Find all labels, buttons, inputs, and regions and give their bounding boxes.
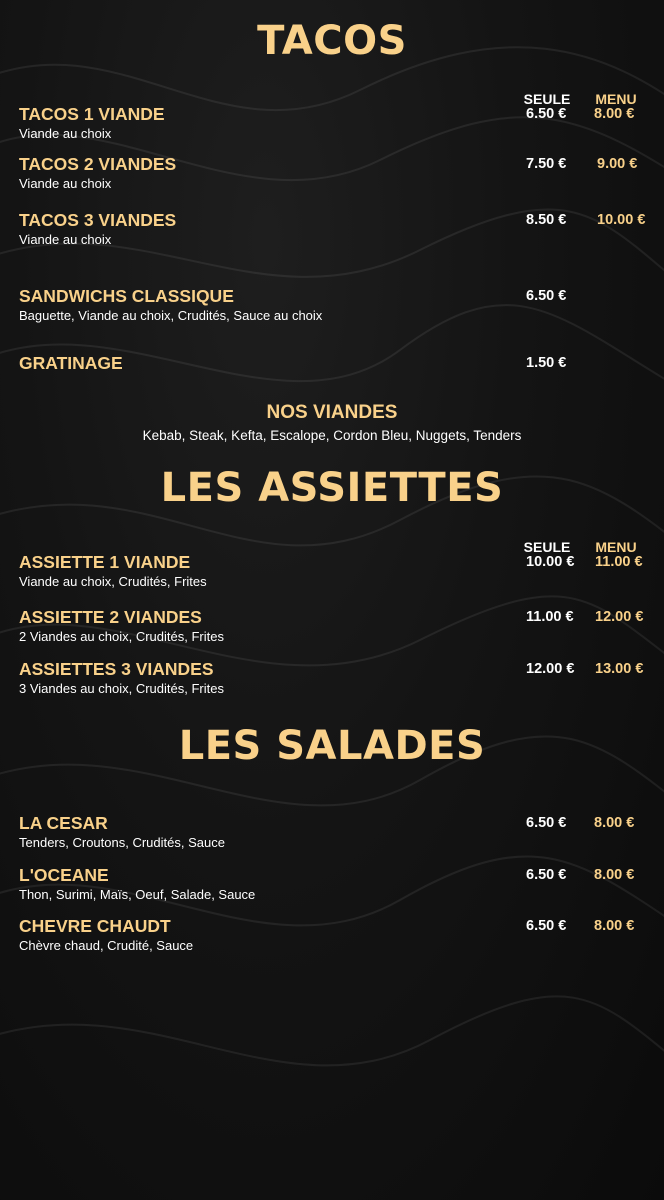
salades-item-name: LA CESAR <box>19 813 108 833</box>
assiettes-col-seule: SEULE <box>523 539 571 555</box>
assiettes-item-desc: 3 Viandes au choix, Crudités, Frites <box>19 681 224 696</box>
assiettes-item-desc: 2 Viandes au choix, Crudités, Frites <box>19 629 224 644</box>
tacos-item-name: SANDWICHS CLASSIQUE <box>19 286 234 306</box>
tacos-price-menu: 8.00 € <box>594 106 635 122</box>
salades-price-seule: 6.50 € <box>526 867 567 883</box>
salades-price-menu: 8.00 € <box>594 815 635 831</box>
tacos-price-menu: 10.00 € <box>597 212 646 228</box>
salades-price-seule: 6.50 € <box>526 815 567 831</box>
assiettes-item-name: ASSIETTES 3 VIANDES <box>19 659 214 679</box>
tacos-heading: TACOS <box>257 18 407 64</box>
assiettes-item-name: ASSIETTE 1 VIANDE <box>19 552 191 572</box>
viandes-list: Kebab, Steak, Kefta, Escalope, Cordon Bleu, Nuggets, Tenders <box>142 428 522 443</box>
salades-item-desc: Tenders, Croutons, Crudités, Sauce <box>19 835 225 850</box>
tacos-item-desc: Viande au choix <box>19 232 112 247</box>
tacos-price-seule: 6.50 € <box>526 288 567 304</box>
assiettes-price-menu: 11.00 € <box>595 554 643 570</box>
assiettes-price-seule: 10.00 € <box>526 554 575 570</box>
tacos-col-menu: MENU <box>595 91 637 107</box>
assiettes-price-menu: 13.00 € <box>595 661 644 677</box>
assiettes-price-seule: 11.00 € <box>526 609 574 625</box>
viandes-heading: NOS VIANDES <box>266 402 398 423</box>
assiettes-col-menu: MENU <box>595 539 637 555</box>
salades-item-desc: Chèvre chaud, Crudité, Sauce <box>19 938 194 953</box>
tacos-price-menu: 9.00 € <box>597 156 638 172</box>
assiettes-price-menu: 12.00 € <box>595 609 644 625</box>
salades-price-menu: 8.00 € <box>594 918 635 934</box>
assiettes-item-name: ASSIETTE 2 VIANDES <box>19 607 202 627</box>
salades-item-name: L'OCEANE <box>19 865 109 885</box>
assiettes-heading: LES ASSIETTES <box>160 465 504 511</box>
salades-price-seule: 6.50 € <box>526 918 567 934</box>
tacos-price-seule: 6.50 € <box>526 106 567 122</box>
tacos-item-desc: Baguette, Viande au choix, Crudités, Sauce au choix <box>19 308 323 323</box>
tacos-price-seule: 1.50 € <box>526 355 567 371</box>
tacos-item-name: TACOS 1 VIANDE <box>19 104 165 124</box>
tacos-item-desc: Viande au choix <box>19 126 112 141</box>
tacos-col-seule: SEULE <box>523 91 571 107</box>
tacos-item-name: TACOS 3 VIANDES <box>19 210 177 230</box>
tacos-item-name: GRATINAGE <box>19 353 123 373</box>
assiettes-item-desc: Viande au choix, Crudités, Frites <box>19 574 207 589</box>
tacos-item-name: TACOS 2 VIANDES <box>19 154 177 174</box>
salades-price-menu: 8.00 € <box>594 867 635 883</box>
tacos-price-seule: 7.50 € <box>526 156 567 172</box>
salades-item-desc: Thon, Surimi, Maïs, Oeuf, Salade, Sauce <box>19 887 256 902</box>
salades-heading: LES SALADES <box>178 723 486 769</box>
tacos-item-desc: Viande au choix <box>19 176 112 191</box>
tacos-price-seule: 8.50 € <box>526 212 567 228</box>
assiettes-price-seule: 12.00 € <box>526 661 575 677</box>
salades-item-name: CHEVRE CHAUDT <box>19 916 171 936</box>
